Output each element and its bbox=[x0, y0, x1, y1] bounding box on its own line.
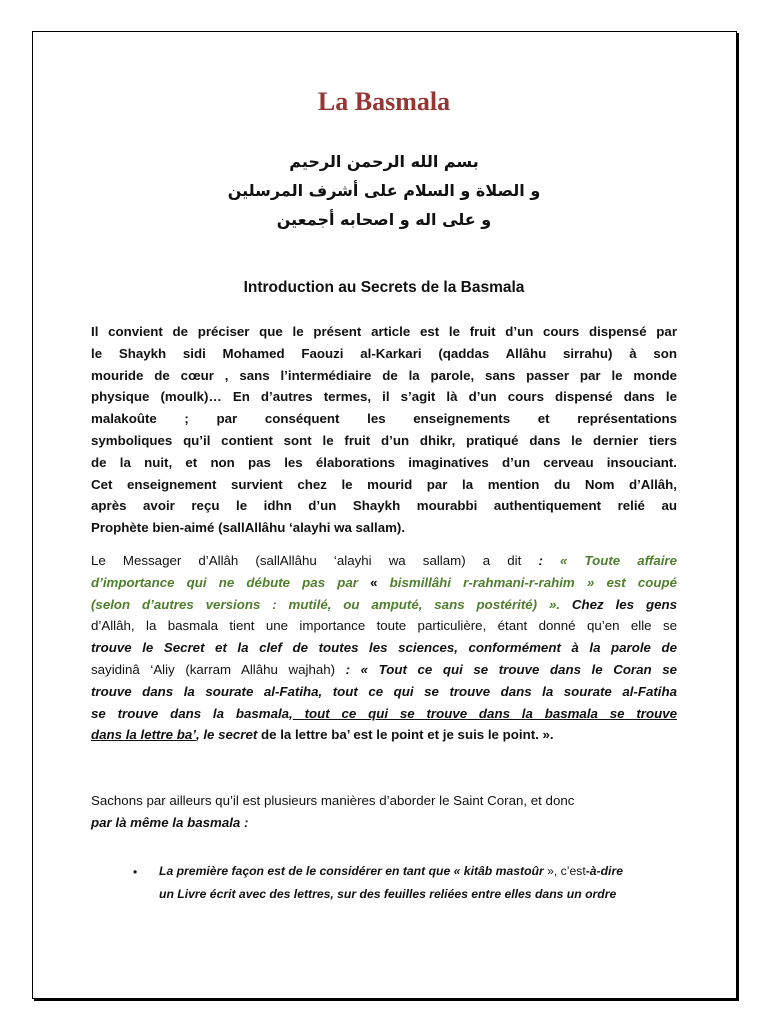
list-item bbox=[159, 860, 679, 906]
bullet-icon: • bbox=[133, 865, 138, 879]
text-line: physique (moulk)… En d’autres termes, il s’agit là d’un cours dispensé dans le bbox=[91, 389, 677, 405]
quote-span: d’importance qui ne débute pas par bbox=[91, 574, 358, 590]
text-line bbox=[91, 550, 677, 572]
text-line: le Shaykh sidi Mohamed Faouzi al-Karkari (qaddas Allâhu sirrahu) à son bbox=[91, 345, 677, 361]
text-line: Cet enseignement survient chez le mourid par la mention du Nom d’Allâh, bbox=[91, 476, 677, 492]
quote-span: bismillâhi r-rahmani-r-rahim » est coupé bbox=[389, 574, 677, 590]
section-subtitle: Introduction au Secrets de la Basmala bbox=[243, 279, 525, 296]
page-title: La Basmala bbox=[317, 87, 451, 116]
arabic-line-3: و على اله و اصحابه أجمعين bbox=[276, 210, 492, 229]
text-line bbox=[91, 594, 677, 616]
text-line bbox=[91, 724, 677, 746]
text-line: Prophète bien-aimé (sallAllâhu ‘alayhi wa sallam). bbox=[91, 520, 406, 536]
underlined-span: dans la lettre ba’ bbox=[91, 727, 196, 743]
text-line: malakoûte ; par conséquent les enseignements et représentations bbox=[91, 411, 677, 427]
text-line: trouve le Secret et la clef de toutes les sciences, conformément à la parole de bbox=[91, 640, 677, 656]
paragraph-approaches bbox=[91, 790, 677, 834]
text-span: La première façon est de le considérer en tant que « kitâb mastoûr bbox=[159, 864, 544, 878]
paragraph-intro bbox=[91, 321, 677, 539]
underlined-span: tout ce qui se trouve dans la basmala se trouve bbox=[292, 705, 677, 721]
text-span: se trouve dans la basmala, bbox=[91, 705, 293, 721]
text-line: un Livre écrit avec des lettres, sur des feuilles reliées entre elles dans un ordre bbox=[159, 887, 617, 901]
text-line: mouride de cœur , sans l’intermédiaire de la parole, sans passer par le monde bbox=[91, 367, 677, 383]
text-line: d’Allâh, la basmala tient une importance toute particulière, étant donné qu’en elle se bbox=[91, 618, 677, 634]
arabic-line-1: بسم الله الرحمن الرحيم bbox=[289, 152, 479, 171]
text-line bbox=[159, 860, 679, 883]
text-span: », c’est bbox=[543, 864, 586, 878]
text-line bbox=[91, 572, 677, 594]
text-span: Le Messager d’Allâh (sallAllâhu ‘alayhi wa sallam) a dit bbox=[91, 553, 522, 568]
text-line: trouve dans la sourate al-Fatiha, tout ce qui se trouve dans la sourate al-Fatiha bbox=[91, 683, 677, 699]
quote-span: « Toute affaire bbox=[559, 553, 677, 568]
quote-span: (selon d’autres versions : mutilé, ou amputé, sans postérité) ». bbox=[91, 596, 561, 612]
text-span: , le secret bbox=[195, 727, 258, 743]
text-span: : bbox=[521, 553, 560, 568]
text-line bbox=[91, 703, 677, 725]
text-line: symboliques qu’il contient sont le fruit d’un dhikr, pratiqué dans le dernier tiers bbox=[91, 432, 677, 448]
text-span: de la lettre ba’ est le point et je suis le point. ». bbox=[257, 727, 554, 743]
text-span: : « Tout ce qui se trouve dans le Coran se bbox=[335, 661, 677, 677]
text-line: Il convient de préciser que le présent article est le fruit d’un cours dispensé par bbox=[91, 324, 677, 339]
text-line bbox=[91, 659, 677, 681]
text-span: « bbox=[357, 574, 390, 590]
text-span: sayidinâ ‘Aliy (karram Allâhu wajhah) bbox=[91, 661, 336, 677]
paragraph-hadith bbox=[91, 550, 677, 746]
arabic-line-2: و الصلاة و السلام على أشرف المرسلين bbox=[227, 181, 541, 200]
text-span: -à-dire bbox=[585, 864, 623, 878]
text-line: de la nuit, et non pas les élaborations imaginatives d’un cerveau insouciant. bbox=[91, 454, 677, 470]
text-line: Sachons par ailleurs qu’il est plusieurs manières d’aborder le Saint Coran, et donc bbox=[91, 793, 575, 808]
text-line: après avoir reçu le idhn d’un Shaykh mourabbi authentiquement relié au bbox=[91, 498, 677, 514]
text-line: par là même la basmala : bbox=[91, 814, 249, 830]
text-span: Chez les gens bbox=[560, 596, 677, 612]
